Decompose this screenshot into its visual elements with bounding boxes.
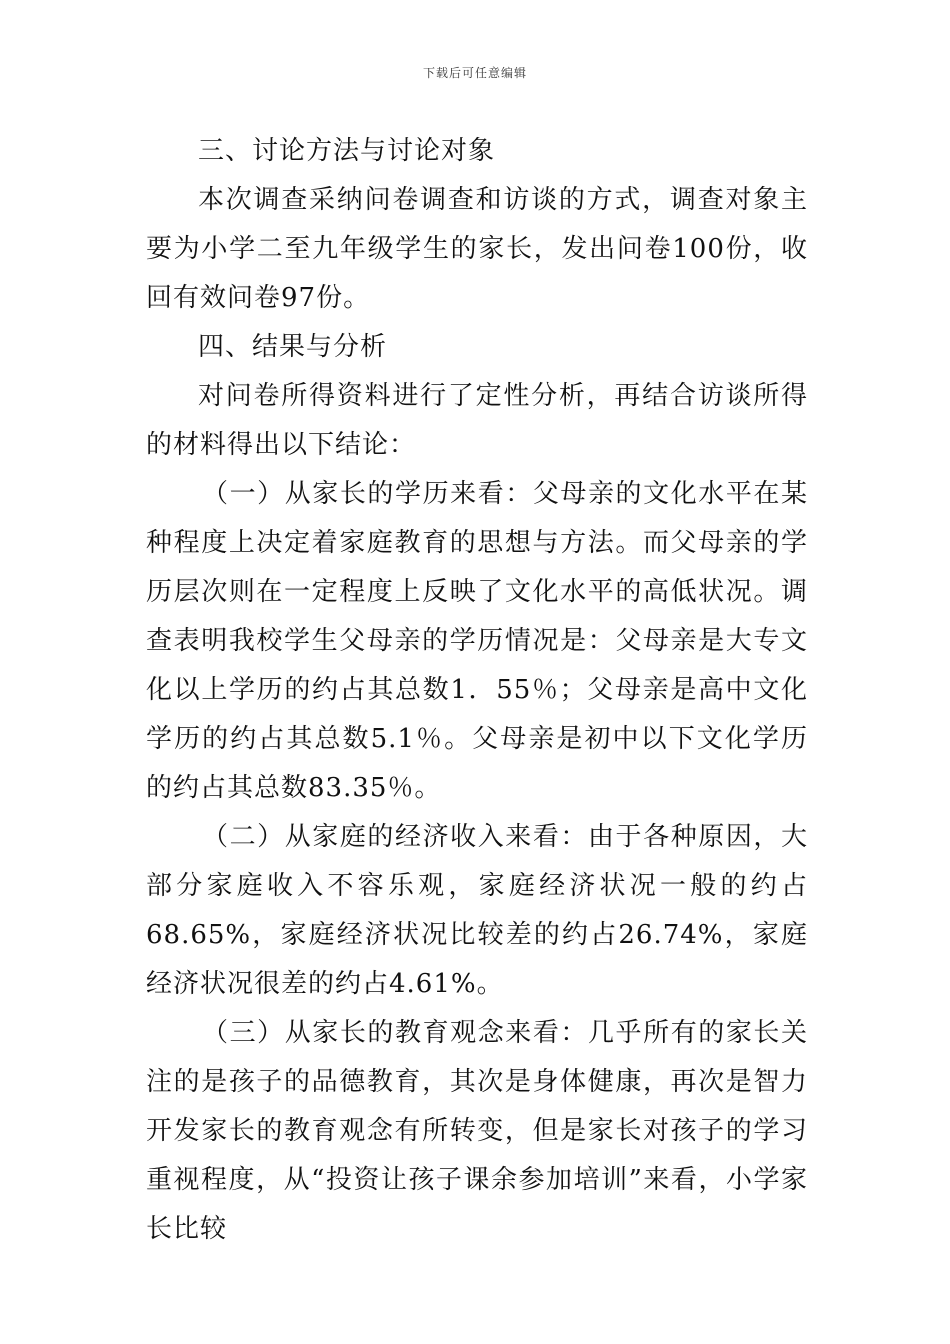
page-header: 下载后可任意编辑: [422, 66, 527, 80]
section-heading-results: 四、结果与分析: [198, 332, 388, 362]
paragraph-results-intro: 对问卷所得资料进行了定性分析，再结合访谈所得的材料得出以下结论：: [146, 381, 808, 460]
paragraph-education-concepts: （三）从家长的教育观念来看：几乎所有的家长关注的是孩子的品德教育，其次是身体健康，再次是智力开发家长的教育观念有所转变，但是家长对孩子的学习重视程度，从“投资让孩子课余参加培训”来看，小学家长比较: [146, 1018, 808, 1244]
paragraph-family-income: （二）从家庭的经济收入来看：由于各种原因，大部分家庭收入不容乐观，家庭经济状况一般的约占68.65%，家庭经济状况比较差的约占26.74%，家庭经济状况很差的约占4.61%。: [146, 822, 808, 999]
paragraph-survey-method: 本次调查采纳问卷调查和访谈的方式，调查对象主要为小学二至九年级学生的家长，发出问卷100份，收回有效问卷97份。: [146, 185, 808, 313]
section-heading-methods: 三、讨论方法与讨论对象: [198, 136, 496, 166]
paragraph-parent-education: （一）从家长的学历来看：父母亲的文化水平在某种程度上决定着家庭教育的思想与方法。而父母亲的学历层次则在一定程度上反映了文化水平的高低状况。调查表明我校学生父母亲的学历情况是：父母亲是大专文化以上学历的约占其总数1．55％；父母亲是高中文化学历的约占其总数5.1％。父母亲是初中以下文化学历的约占其总数83.35％。: [146, 479, 808, 803]
document-body: [146, 127, 808, 1254]
